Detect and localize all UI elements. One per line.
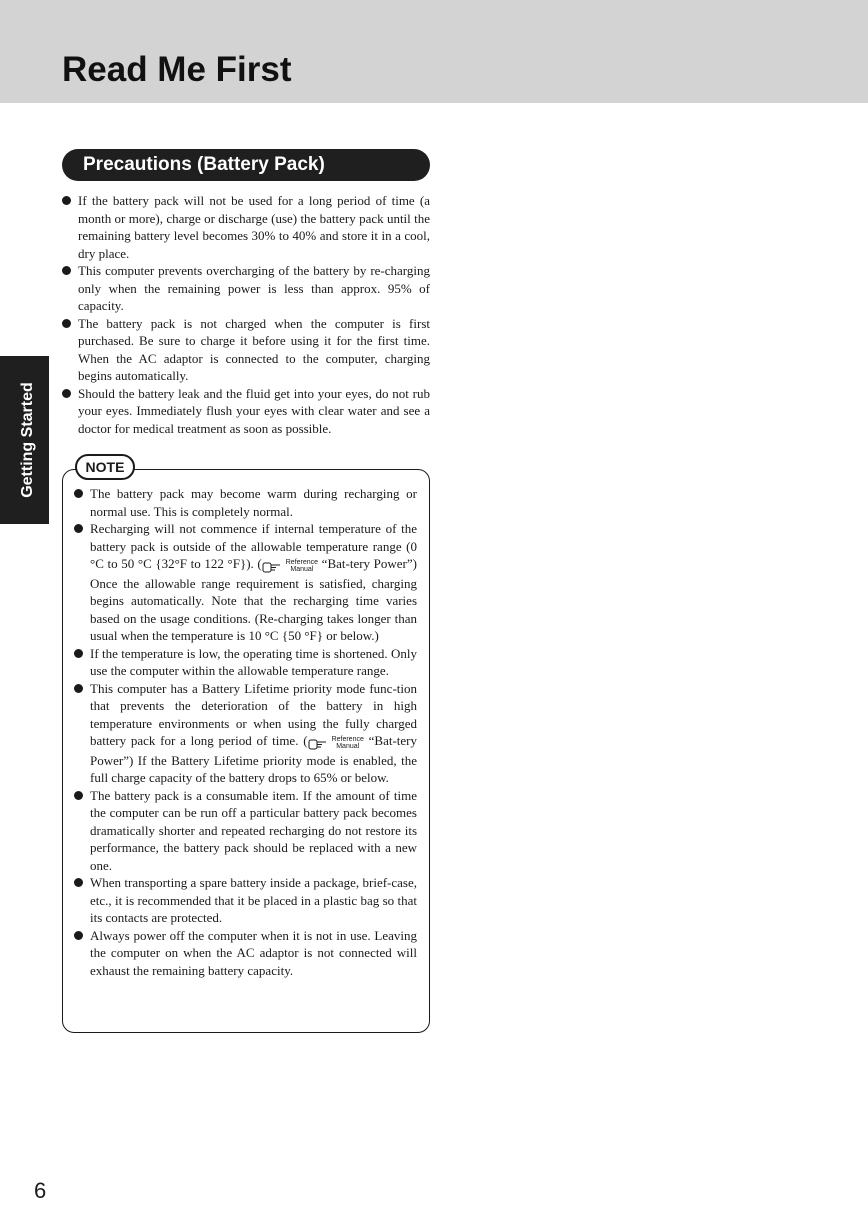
list-item-text: The battery pack may become warm during recharging or normal use. This is completely normal. [90, 486, 417, 519]
note-badge: NOTE [75, 454, 135, 480]
list-item [62, 385, 430, 438]
list-item [62, 315, 430, 385]
list-item-text: This computer prevents overcharging of the battery by re-charging only when the remaining power is less than approx. 95% of capacity. [78, 263, 430, 313]
ref-label-manual: Manual [336, 743, 360, 750]
section-heading: Precautions (Battery Pack) [62, 149, 430, 181]
list-item [74, 927, 417, 980]
list-item-text: When transporting a spare battery inside a package, brief-case, etc., it is recommended that it be placed in a plastic bag so that its contacts are protected. [90, 875, 417, 925]
reference-manual-link[interactable] [308, 734, 364, 752]
list-item-text: This computer has a Battery Lifetime priority mode func-tion that prevents the deterioration of the battery in high temperature environments or when using the fully charged battery pack for a long period of time. ( [90, 680, 417, 748]
list-item [74, 787, 417, 875]
bullet-icon [74, 684, 83, 693]
bullet-icon [62, 196, 71, 205]
bullet-icon [74, 791, 83, 800]
bullet-icon [62, 266, 71, 275]
list-item [74, 645, 417, 680]
bullet-icon [74, 489, 83, 498]
list-item [62, 192, 430, 262]
note-list [74, 485, 417, 979]
reference-manual-link[interactable] [262, 557, 318, 575]
ref-label-reference: Reference [285, 559, 319, 566]
side-tab-label: Getting Started [19, 382, 36, 498]
bullet-icon [74, 649, 83, 658]
page-title: Read Me First [62, 50, 292, 89]
list-item [74, 520, 417, 645]
precautions-list [62, 192, 430, 437]
page-number: 6 [34, 1178, 47, 1203]
list-item [74, 874, 417, 927]
list-item-text: “Bat-tery Power”) Once the allowable range requirement is satisfied, charging begins automatically. Note that the recharging time varies based on the usage conditions. (Re-charging takes longer than usual when the temperature is 10 °C {50 °F} or below.) [90, 556, 417, 643]
list-item-text: Always power off the computer when it is not in use. Leaving the computer on when the AC adaptor is not connected will exhaust the remaining battery capacity. [90, 927, 417, 978]
ref-label-manual: Manual [290, 566, 314, 573]
bullet-icon [62, 389, 71, 398]
list-item-text: Should the battery leak and the fluid get into your eyes, do not rub your eyes. Immediately flush your eyes with clear water and see a doctor for medical treatment as soon as possible. [78, 385, 430, 436]
list-item [74, 485, 417, 520]
pointing-hand-icon [262, 561, 282, 574]
list-item-text: If the temperature is low, the operating time is shortened. Only use the computer within the allowable temperature range. [90, 645, 417, 678]
list-item-text: The battery pack is not charged when the computer is first purchased. Be sure to charge it before using it for the first time. When the AC adaptor is connected to the computer, charging begins automatically. [78, 315, 430, 383]
bullet-icon [74, 931, 83, 940]
bullet-icon [74, 524, 83, 533]
list-item-text: If the battery pack will not be used for a long period of time (a month or more), charge or discharge (use) the battery pack until the remaining battery level becomes 30% to 40% and store it in a cool, dry place. [78, 193, 430, 261]
list-item-text: The battery pack is a consumable item. If the amount of time the computer can be run off a particular battery pack becomes dramatically shorter and repeated recharging do not restore its performance, the battery pack should be replaced with a new one. [90, 787, 417, 873]
bullet-icon [74, 878, 83, 887]
pointing-hand-icon [308, 738, 328, 751]
bullet-icon [62, 319, 71, 328]
list-item [62, 262, 430, 315]
ref-label-reference: Reference [331, 736, 364, 743]
list-item-text: “Bat-tery Power”) If the Battery Lifetime priority mode is enabled, the full charge capacity of the battery drops to 65% or below. [90, 733, 417, 785]
list-item-text: Recharging will not commence if internal temperature of the battery pack is outside of the allowable temperature range (0 °C to 50 °C {32°F to 122 °F}). ( [90, 521, 417, 571]
list-item [74, 680, 417, 787]
